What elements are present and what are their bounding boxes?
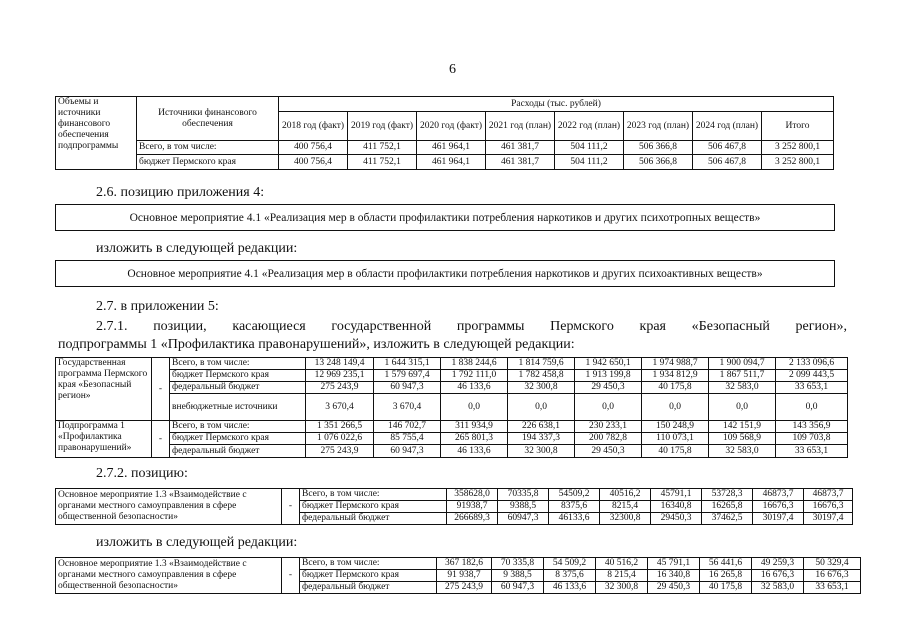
table-cell: 16 265,8 (700, 570, 752, 582)
table-cell: 32 583,0 (752, 582, 804, 594)
table-cell: 37462,5 (702, 513, 753, 525)
table-cell: 110 073,1 (642, 433, 709, 445)
table-cell: 143 356,9 (776, 421, 848, 433)
table-cell: 400 756,4 (279, 155, 348, 170)
table-cell: 46 133,6 (441, 382, 508, 394)
table-row (56, 141, 834, 155)
measure-box-new (55, 260, 835, 287)
table-cell: 40 516,2 (596, 558, 648, 570)
row-label: внебюджетные источники (170, 394, 306, 421)
table-cell: 40 175,8 (642, 445, 709, 458)
measure-label: Основное мероприятие 1.3 «Взаимодействие с органами местного самоуправления в сфере общественной безопасности» (56, 558, 282, 594)
table-header-expenses: Расходы (тыс. рублей) (279, 97, 834, 112)
table-cell: 45791,1 (651, 489, 702, 501)
table-cell: 506 366,8 (624, 155, 693, 170)
table-cell: 0,0 (709, 394, 776, 421)
table-cell: 230 233,1 (575, 421, 642, 433)
table-header-year: 2019 год (факт) (348, 112, 417, 141)
table-header-sources: Источники финансового обеспечения (137, 97, 279, 141)
table-cell: 506 467,8 (693, 141, 762, 155)
table-cell: 29 450,3 (575, 445, 642, 458)
table-cell: 461 964,1 (417, 155, 486, 170)
table-cell: 3 670,4 (374, 394, 441, 421)
measure-text-new: Основное мероприятие 4.1 «Реализация мер в области профилактики потребления наркотиков и других психоактивных веществ» (127, 267, 763, 280)
measure-label: Основное мероприятие 1.3 «Взаимодействие с органами местного самоуправления в сфере общественной безопасности» (56, 489, 282, 525)
table-cell: 2 099 443,5 (776, 370, 848, 382)
table-cell: 16 676,3 (804, 570, 861, 582)
table-cell: 32 583,0 (709, 445, 776, 458)
table-cell: 400 756,4 (279, 141, 348, 155)
dash-cell: - (152, 358, 170, 421)
table-cell: 50 329,4 (804, 558, 861, 570)
dash-cell: - (282, 558, 300, 594)
paragraph-2-6: 2.6. позицию приложения 4: (96, 185, 265, 200)
table-cell: 32 583,0 (709, 382, 776, 394)
table-cell: 8 215,4 (596, 570, 648, 582)
table-cell: 461 964,1 (417, 141, 486, 155)
table-row (56, 370, 848, 382)
table-cell: 0,0 (642, 394, 709, 421)
table-cell: 85 755,4 (374, 433, 441, 445)
table-cell: 1 867 511,7 (709, 370, 776, 382)
table-header-year: 2020 год (факт) (417, 112, 486, 141)
table-cell: 16340,8 (651, 501, 702, 513)
table-header-year: 2024 год (план) (693, 112, 762, 141)
table-cell: 45 791,1 (648, 558, 700, 570)
table-cell: 12 969 235,1 (306, 370, 374, 382)
table-cell: 275 243,9 (306, 382, 374, 394)
table-cell: 461 381,7 (486, 141, 555, 155)
row-label: бюджет Пермского края (170, 433, 306, 445)
table-cell: 1 974 988,7 (642, 358, 709, 370)
table-cell: 30197,4 (753, 513, 804, 525)
table-header-year: 2022 год (план) (555, 112, 624, 141)
table-cell: 70335,8 (498, 489, 549, 501)
table-cell: 70 335,8 (492, 558, 544, 570)
table-cell: 9388,5 (498, 501, 549, 513)
table-cell: 226 638,1 (508, 421, 575, 433)
table-cell: 91 938,7 (437, 570, 492, 582)
table-cell: 200 782,8 (575, 433, 642, 445)
table-cell: 60947,3 (498, 513, 549, 525)
table-cell: 9 388,5 (492, 570, 544, 582)
row-label: федеральный бюджет (170, 445, 306, 458)
table-cell: 54 509,2 (544, 558, 596, 570)
table-cell: 46 133,6 (441, 445, 508, 458)
table-cell: 3 252 800,1 (762, 141, 834, 155)
table-cell: 1 838 244,6 (441, 358, 508, 370)
table-cell: 8375,6 (549, 501, 600, 513)
table-cell: 411 752,1 (348, 155, 417, 170)
table-cell: 367 182,6 (437, 558, 492, 570)
paragraph-redaction-2: изложить в следующей редакции: (96, 535, 298, 550)
row-label: бюджет Пермского края (300, 570, 437, 582)
table-cell: 30197,4 (804, 513, 853, 525)
paragraph-2-7: 2.7. в приложении 5: (96, 299, 219, 314)
paragraph-2-7-1-line2: подпрограммы 1 «Профилактика правонарушений», изложить в следующей редакции: (58, 337, 575, 352)
row-label: федеральный бюджет (170, 382, 306, 394)
table-header-year: 2021 год (план) (486, 112, 555, 141)
table-row (56, 445, 848, 458)
table-cell: 109 703,8 (776, 433, 848, 445)
measure-box-old (55, 204, 835, 231)
table-cell: 506 467,8 (693, 155, 762, 170)
table-cell: 33 653,1 (776, 445, 848, 458)
table-cell: 1 942 650,1 (575, 358, 642, 370)
table-cell: 29 450,3 (648, 582, 700, 594)
table-cell: 3 252 800,1 (762, 155, 834, 170)
row-label: Всего, в том числе: (170, 421, 306, 433)
table-cell: 358628,0 (447, 489, 498, 501)
measure-table-old (55, 488, 853, 525)
table-cell: 146 702,7 (374, 421, 441, 433)
table-cell: 8 375,6 (544, 570, 596, 582)
table-cell: 46 133,6 (544, 582, 596, 594)
table-cell: 46873,7 (753, 489, 804, 501)
table-cell: 16676,3 (753, 501, 804, 513)
table-header-year: 2018 год (факт) (279, 112, 348, 141)
paragraph-word: касающиеся (232, 319, 306, 334)
paragraph-word: 2.7.1. (96, 319, 128, 334)
paragraph-word: регион», (795, 319, 847, 334)
program-label: Государственная программа Пермского края «Безопасный регион» (56, 358, 152, 421)
table-cell: 504 111,2 (555, 141, 624, 155)
table-cell: 33 653,1 (804, 582, 861, 594)
table-row (56, 433, 848, 445)
table-cell: 266689,3 (447, 513, 498, 525)
table-cell: 32 300,8 (596, 582, 648, 594)
table-row (56, 421, 848, 433)
table-cell: 1 900 094,7 (709, 358, 776, 370)
dash-cell: - (152, 421, 170, 458)
table-row (56, 558, 861, 570)
measure-table-new (55, 557, 861, 594)
program-table (55, 357, 848, 458)
table-cell: 32300,8 (600, 513, 651, 525)
row-label: Всего, в том числе: (170, 358, 306, 370)
table-cell: 60 947,3 (374, 382, 441, 394)
page-number: 6 (449, 62, 456, 77)
table-cell: 109 568,9 (709, 433, 776, 445)
table-header-total: Итого (762, 112, 834, 141)
table-cell: 0,0 (441, 394, 508, 421)
table-cell: 8215,4 (600, 501, 651, 513)
table-cell: 1 579 697,4 (374, 370, 441, 382)
table-cell: 40 175,8 (700, 582, 752, 594)
paragraph-2-7-1 (96, 318, 847, 335)
table-cell: 40 175,8 (642, 382, 709, 394)
table-cell: 16 676,3 (752, 570, 804, 582)
paragraph-word: Пермского (550, 319, 614, 334)
table-cell: 275 243,9 (306, 445, 374, 458)
paragraph-word: «Безопасный (691, 319, 770, 334)
table-cell: 29 450,3 (575, 382, 642, 394)
table-cell: 2 133 096,6 (776, 358, 848, 370)
table-cell: 1 913 199,8 (575, 370, 642, 382)
table-cell: 504 111,2 (555, 155, 624, 170)
paragraph-word: программы (456, 319, 525, 334)
table-cell: 40516,2 (600, 489, 651, 501)
table-cell: 1 351 266,5 (306, 421, 374, 433)
table-row (56, 489, 853, 501)
table-cell: 3 670,4 (306, 394, 374, 421)
table-cell: 60 947,3 (374, 445, 441, 458)
table-cell: 16265,8 (702, 501, 753, 513)
table-cell: 32 300,8 (508, 445, 575, 458)
table-cell: 53728,3 (702, 489, 753, 501)
table-cell: 0,0 (575, 394, 642, 421)
table-cell: 56 441,6 (700, 558, 752, 570)
table-cell: 1 644 315,1 (374, 358, 441, 370)
row-label: бюджет Пермского края (300, 501, 447, 513)
table-cell: 1 792 111,0 (441, 370, 508, 382)
table-cell: 16 340,8 (648, 570, 700, 582)
table-cell: 29450,3 (651, 513, 702, 525)
table-cell: 46873,7 (804, 489, 853, 501)
table-cell: 33 653,1 (776, 382, 848, 394)
table-cell: 49 259,3 (752, 558, 804, 570)
financing-table (55, 96, 834, 170)
table-cell: 461 381,7 (486, 155, 555, 170)
table-cell: 265 801,3 (441, 433, 508, 445)
table-cell: 275 243,9 (437, 582, 492, 594)
table-cell: 0,0 (776, 394, 848, 421)
table-cell: 1 782 458,8 (508, 370, 575, 382)
table-cell: 411 752,1 (348, 141, 417, 155)
table-cell: 32 300,8 (508, 382, 575, 394)
row-label: Всего, в том числе: (300, 489, 447, 501)
table-cell: 54509,2 (549, 489, 600, 501)
row-label: бюджет Пермского края (170, 370, 306, 382)
paragraph-word: позиции, (153, 319, 207, 334)
dash-cell: - (282, 489, 300, 525)
table-cell: 506 366,8 (624, 141, 693, 155)
table-cell: 60 947,3 (492, 582, 544, 594)
row-label: Всего, в том числе: (300, 558, 437, 570)
row-label: федеральный бюджет (300, 582, 437, 594)
table-cell: 13 248 149,4 (306, 358, 374, 370)
table-row (56, 394, 848, 421)
table-cell: 150 248,9 (642, 421, 709, 433)
table-header-year: 2023 год (план) (624, 112, 693, 141)
table-cell: 1 934 812,9 (642, 370, 709, 382)
paragraph-word: государственной (331, 319, 432, 334)
paragraph-redaction-1: изложить в следующей редакции: (96, 241, 298, 256)
table-cell: 0,0 (508, 394, 575, 421)
table-cell: 46133,6 (549, 513, 600, 525)
table-cell: 1 076 022,6 (306, 433, 374, 445)
paragraph-word: края (639, 319, 666, 334)
table-row (56, 382, 848, 394)
paragraph-2-7-2: 2.7.2. позицию: (96, 466, 188, 481)
measure-text-old: Основное мероприятие 4.1 «Реализация мер в области профилактики потребления наркотиков и других психотропных веществ» (129, 211, 761, 224)
table-cell: 142 151,9 (709, 421, 776, 433)
table-cell: 194 337,3 (508, 433, 575, 445)
table-cell: 1 814 759,6 (508, 358, 575, 370)
table-cell: 91938,7 (447, 501, 498, 513)
subprogram-label: Подпрограмма 1 «Профилактика правонарушений» (56, 421, 152, 458)
table-cell: 16676,3 (804, 501, 853, 513)
table-cell: 311 934,9 (441, 421, 508, 433)
table-row (56, 155, 834, 170)
row-label: федеральный бюджет (300, 513, 447, 525)
row-label: Всего, в том числе: (137, 141, 279, 155)
table-row (56, 358, 848, 370)
row-label: бюджет Пермского края (137, 155, 279, 170)
table-header-volumes: Объемы и источники финансового обеспечения подпрограммы (56, 97, 137, 170)
